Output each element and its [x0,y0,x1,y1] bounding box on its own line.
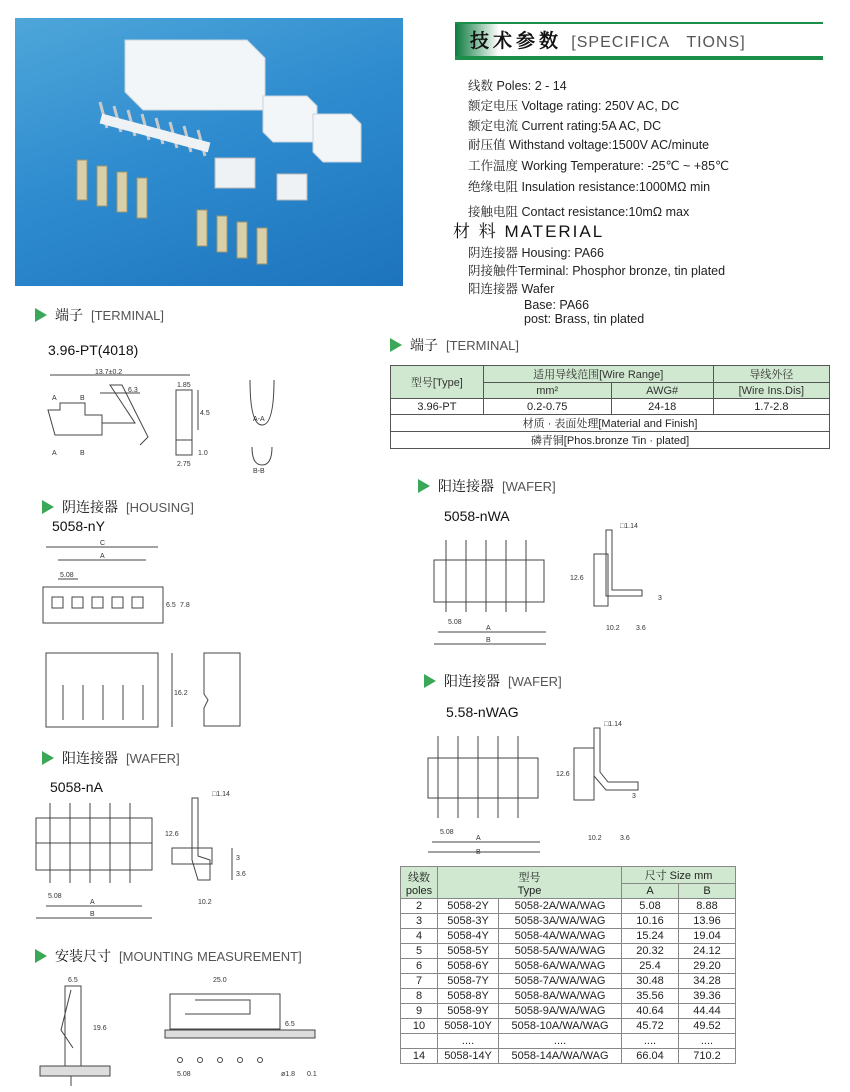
table-cell: 25.4 [622,959,679,974]
material-wafer-en: Wafer [521,282,555,296]
spec-line-cn: 耐压值 [468,138,506,152]
table-header: [Wire Ins.Dis] [713,383,829,399]
table-row [401,914,736,929]
material-wafer-cn: 阳连接器 [468,282,519,296]
spec-line-en: Insulation resistance:1000MΩ min [521,180,711,194]
section-mounting [35,946,302,966]
spec-line [468,135,729,156]
table-cell: 9 [401,1004,438,1019]
table-cell: 5058-5Y [438,944,499,959]
table-cell: 19.04 [679,929,736,944]
dim-label: B [80,450,85,457]
size-table [400,866,736,1064]
dim-label: 0.1 [307,1071,317,1078]
table-header: B [679,884,736,899]
table-cell: 5058-5A/WA/WAG [499,944,622,959]
table-cell: 8.88 [679,899,736,914]
triangle-icon [390,338,402,352]
table-cell: 39.36 [679,989,736,1004]
dim-label: ø1.8 [281,1071,296,1078]
dim-label: A [486,625,491,632]
table-cell: 8 [401,989,438,1004]
section-wafer-wag [424,671,562,691]
dim-label: A [100,553,105,560]
section-title-cn: 阳连接器 [444,673,500,689]
dim-label: 6.5 [166,602,176,609]
table-cell: 材质 · 表面处理[Material and Finish] [391,415,830,432]
dim-label: A [90,899,95,906]
table-cell: 3 [401,914,438,929]
spec-line [468,76,729,96]
table-cell: 3.96-PT [391,399,484,415]
table-cell: 45.72 [622,1019,679,1034]
table-cell: 5058-6Y [438,959,499,974]
triangle-icon [35,308,47,322]
table-cell: 34.28 [679,974,736,989]
size-table-body [401,899,736,1064]
spec-line-cn: 绝缘电阻 [468,180,519,194]
spec-line [468,156,729,177]
dim-label: B [80,395,85,402]
table-cell: 5058-14Y [438,1049,499,1064]
dim-label: 10.2 [606,625,620,632]
table-cell: 5058-8A/WA/WAG [499,989,622,1004]
table-cell: 5058-7Y [438,974,499,989]
table-cell: 15.24 [622,929,679,944]
table-cell: 710.2 [679,1049,736,1064]
table-cell: 5058-3A/WA/WAG [499,914,622,929]
spec-line [468,96,729,116]
table-cell: 13.96 [679,914,736,929]
model-housing: 5058-nY [52,518,105,534]
spec-list [468,76,729,222]
dim-label: □1.14 [604,721,622,728]
dim-label: 5.08 [448,619,462,626]
material-list [468,244,725,326]
spec-line-en: Working Temperature: -25℃ ~ +85℃ [521,159,730,173]
spec-title-en: [SPECIFICA TIONS] [571,34,746,51]
table-cell: 5058-9A/WA/WAG [499,1004,622,1019]
table-cell: 66.04 [622,1049,679,1064]
table-row [401,929,736,944]
dim-label: 4.5 [200,410,210,417]
section-title-en: [MOUNTING MEASUREMENT] [119,948,302,964]
table-cell: 14 [401,1049,438,1064]
dim-label: 12.6 [570,575,584,582]
material-terminal-cn: 阴接触件 [468,264,519,278]
dim-label: 10.2 [588,835,602,842]
wafer-left-drawing [32,791,272,928]
table-cell: 44.44 [679,1004,736,1019]
table-cell: 10 [401,1019,438,1034]
table-header: 适用导线范围[Wire Range] [483,366,713,383]
dim-label: 5.08 [440,829,454,836]
table-row [401,959,736,974]
triangle-icon [424,674,436,688]
table-cell: 20.32 [622,944,679,959]
dim-label: A [476,835,481,842]
dim-label: 1.85 [177,382,191,389]
triangle-icon [42,500,54,514]
section-wafer-left [42,748,180,768]
table-cell: 磷青铜[Phos.bronze Tin · plated] [391,432,830,449]
section-housing [42,497,194,517]
table-cell: 5058-4Y [438,929,499,944]
table-row [401,1004,736,1019]
table-cell: 5058-8Y [438,989,499,1004]
table-header [401,867,438,899]
dim-label: 13.7±0.2 [95,369,123,376]
table-cell: 24-18 [611,399,713,415]
mounting-drawing [35,970,335,1088]
material-terminal-en: Terminal: Phosphor bronze, tin plated [518,264,726,278]
spec-line-en: Withstand voltage:1500V AC/minute [509,138,710,152]
dim-label: 5.08 [60,572,74,579]
section-terminal-left [35,305,164,325]
section-title-en: [WAFER] [508,673,562,689]
table-header [438,867,622,899]
table-header: A [622,884,679,899]
triangle-icon [35,949,47,963]
spec-line-cn: 额定电流 [468,119,519,133]
material-base: Base: PA66 [524,298,590,312]
table-cell: 5058-7A/WA/WAG [499,974,622,989]
table-cell: 5.08 [622,899,679,914]
table-header-poles: poles [405,884,433,897]
dim-label: B [486,637,491,644]
table-cell: .... [438,1034,499,1049]
spec-line [468,116,729,135]
dim-label: 5.08 [48,893,62,900]
dim-label: 16.2 [174,690,188,697]
terminal-table [390,365,830,449]
dim-label: 1.0 [198,450,208,457]
section-title-cn: 端子 [410,337,438,353]
table-header: 导线外径 [713,366,829,383]
dim-label: 7.8 [180,602,190,609]
dim-label: A [52,450,57,457]
triangle-icon [42,751,54,765]
dim-label: 6.5 [285,1021,295,1028]
dim-label: 6.5 [68,977,78,984]
table-row [401,1019,736,1034]
dim-label: 5.08 [177,1071,191,1078]
table-header: 型号[Type] [391,366,484,399]
table-row [401,1049,736,1064]
table-cell: 5058-10Y [438,1019,499,1034]
spec-line-cn: 接触电阻 [468,205,519,219]
section-title-cn: 阳连接器 [62,750,118,766]
table-cell: 49.52 [679,1019,736,1034]
table-row [401,974,736,989]
table-row [391,399,830,415]
spec-line-en: Poles: 2 - 14 [496,79,567,93]
spec-line-cn: 工作温度 [468,159,519,173]
table-row [401,989,736,1004]
table-cell: 5058-4A/WA/WAG [499,929,622,944]
dim-label: 3.6 [636,625,646,632]
spec-title [470,26,746,53]
section-title-cn: 端子 [55,307,83,323]
spec-line-cn: 线数 [468,79,494,93]
table-cell: 5058-10A/WA/WAG [499,1019,622,1034]
table-cell: 5058-6A/WA/WAG [499,959,622,974]
dim-label: B-B [253,468,265,475]
section-wafer-wa [418,476,556,496]
section-title-cn: 安装尺寸 [55,948,111,964]
dim-label: 2.75 [177,461,191,468]
table-cell: .... [622,1034,679,1049]
spec-line [468,177,729,202]
section-title-cn: 阳连接器 [438,478,494,494]
model-terminal: 3.96-PT(4018) [48,342,139,358]
section-title-cn: 阴连接器 [62,499,118,515]
table-cell: 2 [401,899,438,914]
dim-label: 3 [236,855,240,862]
table-header-type: Type [517,884,542,897]
section-title-en: [HOUSING] [126,499,194,515]
section-title-en: [WAFER] [126,750,180,766]
table-cell: 5058-2Y [438,899,499,914]
table-header: mm² [483,383,611,399]
section-title-en: [TERMINAL] [91,307,164,323]
material-post: post: Brass, tin plated [524,312,645,326]
dim-label: 12.6 [556,771,570,778]
connector-illustration [15,18,403,286]
spec-line-en: Voltage rating: 250V AC, DC [521,99,680,113]
spec-title-cn: 技术参数 [470,31,563,52]
table-cell: 0.2-0.75 [483,399,611,415]
section-terminal-right [390,335,519,355]
table-cell: .... [499,1034,622,1049]
dim-label: 12.6 [165,831,179,838]
table-cell: 35.56 [622,989,679,1004]
table-cell: 5 [401,944,438,959]
material-title: 材 料 MATERIAL [453,222,605,241]
dim-label: B [90,911,95,918]
wafer-wa-drawing [428,520,668,650]
material-housing-cn: 阴连接器 [468,246,519,260]
dim-label: 3 [658,595,662,602]
table-cell: 5058-2A/WA/WAG [499,899,622,914]
table-cell: 10.16 [622,914,679,929]
dim-label: 10.2 [198,899,212,906]
table-row [401,899,736,914]
triangle-icon [418,479,430,493]
dim-label: 3.6 [620,835,630,842]
section-title-en: [WAFER] [502,478,556,494]
table-header-type-cn: 型号 [518,871,541,884]
table-cell: 24.12 [679,944,736,959]
table-row [401,944,736,959]
table-row [401,1034,736,1049]
spec-line-en: Current rating:5A AC, DC [521,119,662,133]
table-cell: 6 [401,959,438,974]
housing-drawing [38,535,198,730]
table-cell: 30.48 [622,974,679,989]
dim-label: A-A [253,416,265,423]
table-cell: 7 [401,974,438,989]
dim-label: A [52,395,57,402]
table-header: AWG# [611,383,713,399]
table-cell: 5058-14A/WA/WAG [499,1049,622,1064]
dim-label: 19.6 [93,1025,107,1032]
model-wafer-wa: 5058-nWA [444,508,510,524]
terminal-drawing [40,365,290,480]
table-cell: 4 [401,929,438,944]
section-title-en: [TERMINAL] [446,337,519,353]
table-header: 尺寸 Size mm [622,867,736,884]
dim-label: C [100,540,106,547]
table-cell: 29.20 [679,959,736,974]
dim-label: 25.0 [213,977,227,984]
table-cell: 1.7-2.8 [713,399,829,415]
model-wafer-left: 5058-nA [50,779,103,795]
table-cell [401,1034,438,1049]
spec-line-en: Contact resistance:10mΩ max [521,205,690,219]
table-cell: .... [679,1034,736,1049]
dim-label: 6.3 [128,387,138,394]
table-cell: 5058-3Y [438,914,499,929]
model-wafer-wag: 5.58-nWAG [446,704,519,720]
dim-label: □1.14 [620,523,638,530]
table-header-poles-cn: 线数 [408,871,430,884]
table-cell: 40.64 [622,1004,679,1019]
wafer-wag-drawing [424,718,664,858]
dim-label: B [476,849,481,856]
dim-label: □1.14 [212,791,230,798]
material-housing-en: Housing: PA66 [521,246,604,260]
product-photo [15,18,403,286]
dim-label: 3.6 [236,871,246,878]
table-cell: 5058-9Y [438,1004,499,1019]
housing-side-drawing [200,650,245,730]
spec-line-cn: 额定电压 [468,99,519,113]
dim-label: 3 [632,793,636,800]
